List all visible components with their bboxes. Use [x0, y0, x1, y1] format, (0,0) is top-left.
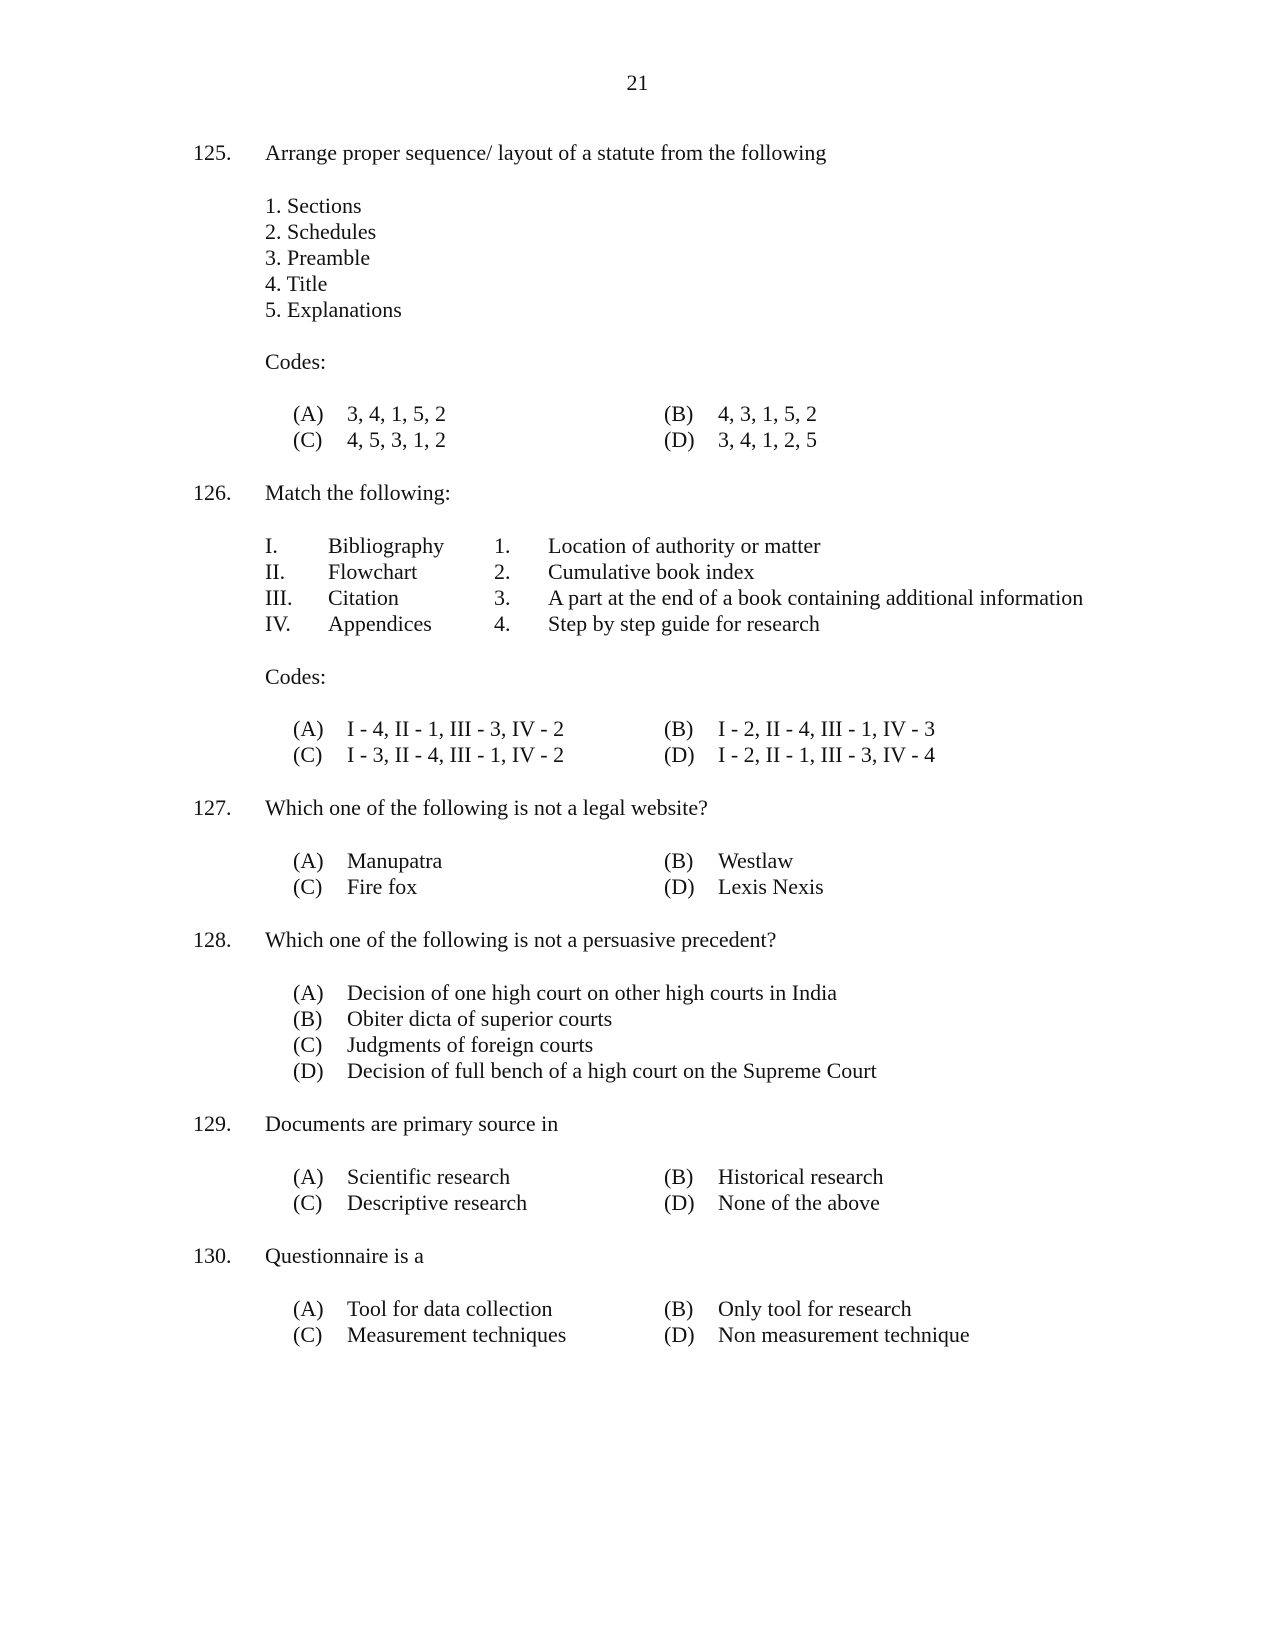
- question-number: 126.: [193, 480, 232, 505]
- page-number: 21: [626, 70, 649, 95]
- list-item: 5. Explanations: [265, 297, 402, 322]
- list-item: 4. Title: [265, 271, 328, 296]
- option-label: (D): [664, 1190, 695, 1215]
- option-label: (D): [664, 1322, 695, 1347]
- option-text: I - 2, II - 1, III - 3, IV - 4: [718, 742, 936, 767]
- question-number: 130.: [193, 1243, 232, 1268]
- option-label: (C): [293, 1190, 323, 1215]
- option-label: (D): [293, 1058, 324, 1083]
- option-text: 3, 4, 1, 2, 5: [718, 427, 817, 452]
- option-text: Non measurement technique: [718, 1322, 970, 1347]
- match-term: Flowchart: [328, 559, 418, 584]
- list-item: 3. Preamble: [265, 245, 371, 270]
- match-term: Bibliography: [328, 533, 445, 558]
- match-description: A part at the end of a book containing additional information: [548, 585, 1084, 610]
- option-label: (D): [664, 874, 695, 899]
- match-roman: I.: [265, 533, 278, 558]
- option-label: (B): [664, 1164, 694, 1189]
- option-text: Judgments of foreign courts: [347, 1032, 594, 1057]
- option-text: Decision of one high court on other high courts in India: [347, 980, 838, 1005]
- option-text: I - 3, II - 4, III - 1, IV - 2: [347, 742, 565, 767]
- question-text: Which one of the following is not a legal website?: [265, 795, 708, 820]
- option-label: (A): [293, 1296, 324, 1321]
- question-number: 127.: [193, 795, 232, 820]
- option-text: I - 4, II - 1, III - 3, IV - 2: [347, 716, 565, 741]
- option-text: None of the above: [718, 1190, 880, 1215]
- option-label: (C): [293, 1322, 323, 1347]
- list-item: 1. Sections: [265, 193, 362, 218]
- option-label: (B): [664, 848, 694, 873]
- match-description: Cumulative book index: [548, 559, 755, 584]
- option-text: Tool for data collection: [347, 1296, 553, 1321]
- option-label: (B): [293, 1006, 323, 1031]
- option-text: Measurement techniques: [347, 1322, 567, 1347]
- match-number: 1.: [494, 533, 511, 558]
- option-label: (A): [293, 1164, 324, 1189]
- match-roman: II.: [265, 559, 286, 584]
- option-label: (D): [664, 742, 695, 767]
- match-roman: III.: [265, 585, 293, 610]
- question-number: 128.: [193, 927, 232, 952]
- option-text: Westlaw: [718, 848, 794, 873]
- list-item: 2. Schedules: [265, 219, 377, 244]
- match-number: 2.: [494, 559, 511, 584]
- option-text: Lexis Nexis: [718, 874, 824, 899]
- question-text: Documents are primary source in: [265, 1111, 559, 1136]
- option-text: Obiter dicta of superior courts: [347, 1006, 613, 1031]
- question-number: 129.: [193, 1111, 232, 1136]
- option-label: (A): [293, 848, 324, 873]
- option-label: (C): [293, 874, 323, 899]
- option-text: Descriptive research: [347, 1190, 528, 1215]
- option-text: Only tool for research: [718, 1296, 912, 1321]
- question-text: Questionnaire is a: [265, 1243, 424, 1268]
- option-label: (C): [293, 1032, 323, 1057]
- match-number: 3.: [494, 585, 511, 610]
- option-label: (A): [293, 980, 324, 1005]
- option-text: Scientific research: [347, 1164, 511, 1189]
- match-description: Location of authority or matter: [548, 533, 821, 558]
- option-label: (B): [664, 401, 694, 426]
- option-label: (A): [293, 716, 324, 741]
- question-text: Arrange proper sequence/ layout of a statute from the following: [265, 140, 827, 165]
- match-number: 4.: [494, 611, 511, 636]
- option-text: Fire fox: [347, 874, 418, 899]
- match-description: Step by step guide for research: [548, 611, 820, 636]
- match-term: Appendices: [328, 611, 432, 636]
- question-text: Which one of the following is not a persuasive precedent?: [265, 927, 777, 952]
- match-roman: IV.: [265, 611, 291, 636]
- question-number: 125.: [193, 140, 232, 165]
- option-label: (B): [664, 1296, 694, 1321]
- option-text: Manupatra: [347, 848, 443, 873]
- match-term: Citation: [328, 585, 399, 610]
- option-label: (A): [293, 401, 324, 426]
- question-text: Match the following:: [265, 480, 451, 505]
- option-label: (D): [664, 427, 695, 452]
- option-text: I - 2, II - 4, III - 1, IV - 3: [718, 716, 936, 741]
- option-label: (C): [293, 427, 323, 452]
- option-label: (B): [664, 716, 694, 741]
- codes-label: Codes:: [265, 349, 327, 374]
- option-text: 4, 5, 3, 1, 2: [347, 427, 446, 452]
- option-text: Decision of full bench of a high court on the Supreme Court: [347, 1058, 877, 1083]
- option-text: Historical research: [718, 1164, 884, 1189]
- option-text: 4, 3, 1, 5, 2: [718, 401, 817, 426]
- option-text: 3, 4, 1, 5, 2: [347, 401, 446, 426]
- codes-label: Codes:: [265, 664, 327, 689]
- option-label: (C): [293, 742, 323, 767]
